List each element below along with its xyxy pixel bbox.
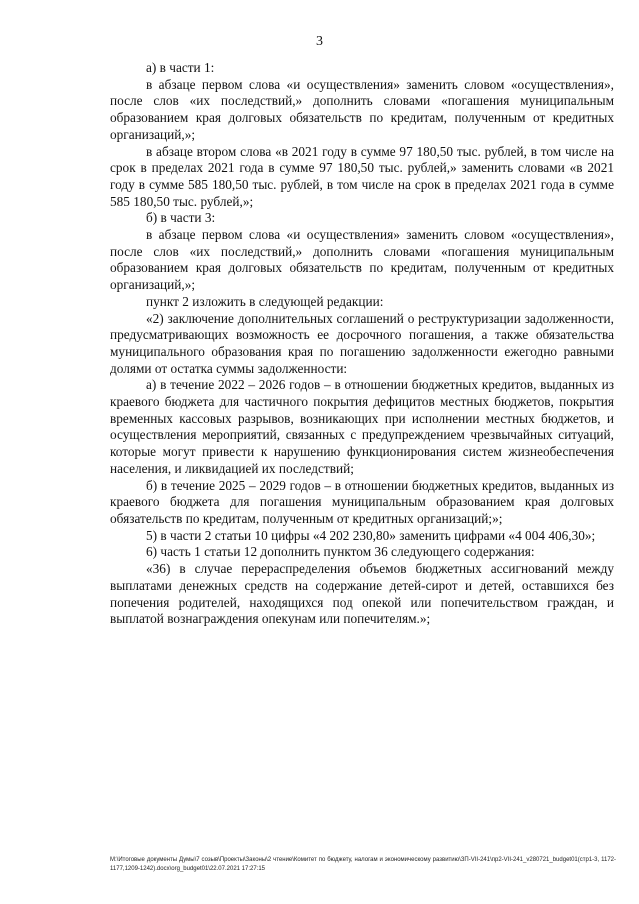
paragraph: а) в течение 2022 – 2026 годов – в отношении бюджетных кредитов, выданных из краевого бюджета для частичного покрытия дефицитов местных бюджетов, покрытия временных кассовых разрывов, возникающих при исполнении местных бюджетов, и осуществления мероприятий, связанных с предупреждением чрезвычайных ситуаций, которые могут привести к нарушению функционирования систем жизнеобеспечения населения, и ликвидацией их последствий; [110, 377, 614, 476]
paragraph: а) в части 1: [146, 60, 215, 75]
paragraph: в абзаце первом слова «и осуществления» заменить словом «осуществления», после слов «их последствий,» дополнить словами «погашения муниципальным образованием края долговых обязательств по кредитам, полученным от кредитных организаций,»; [110, 76, 614, 142]
file-path-footer: М:\Итоговые документы Думы\7 созыв\Проекты\Законы\2 чтение\Комитет по бюджету, налогам и экономическому развитию\ЗП-VII-241\пр2-VII-241_v280721_budget01(стр1-3, 1172-1177,1209-1242).docx\org_budget01\22.07.2021 17:27:15 [110, 857, 616, 872]
paragraph: б) в течение 2025 – 2029 годов – в отношении бюджетных кредитов, выданных из краевого бюджета для погашения муниципальным образованием края долговых обязательств по кредитам, полученным от кредитных организаций;»; [110, 477, 614, 526]
paragraph: в абзаце втором слова «в 2021 году в сумме 97 180,50 тыс. рублей, в том числе на срок в пределах 2021 года в сумме 97 180,50 тыс. рублей,» заменить словами «в 2021 году в сумме 585 180,50 тыс. рублей, в том числе на срок в пределах 2021 года в сумме 585 180,50 тыс. рублей,»; [110, 143, 614, 209]
paragraph: 6) часть 1 статьи 12 дополнить пунктом 36 следующего содержания: [146, 544, 535, 560]
document-body [110, 60, 614, 628]
paragraph: пункт 2 изложить в следующей редакции: [146, 293, 384, 309]
paragraph: б) в части 3: [146, 210, 216, 226]
paragraph: в абзаце первом слова «и осуществления» заменить словом «осуществления», после слов «их последствий,» дополнить словами «погашения муниципальным образованием края долговых обязательств по кредитам, полученным от кредитных организаций,»; [110, 227, 614, 293]
page-number: 3 [316, 34, 323, 49]
paragraph: 5) в части 2 статьи 10 цифры «4 202 230,80» заменить цифрами «4 004 406,30»; [146, 527, 596, 543]
paragraph: «36) в случае перераспределения объемов бюджетных ассигнований между выплатами денежных средств на содержание детей-сирот и детей, оставшихся без попечения родителей, находящихся под опекой или попечительством граждан, и выплатой вознаграждения опекунам или попечителям.»; [110, 561, 614, 627]
paragraph: «2) заключение дополнительных соглашений о реструктуризации задолженности, предусматривающих возможность ее досрочного погашения, а также обязательства муниципального образования края по погашению задолженности ежегодно равными долями от остатка суммы задолженности: [110, 310, 614, 376]
